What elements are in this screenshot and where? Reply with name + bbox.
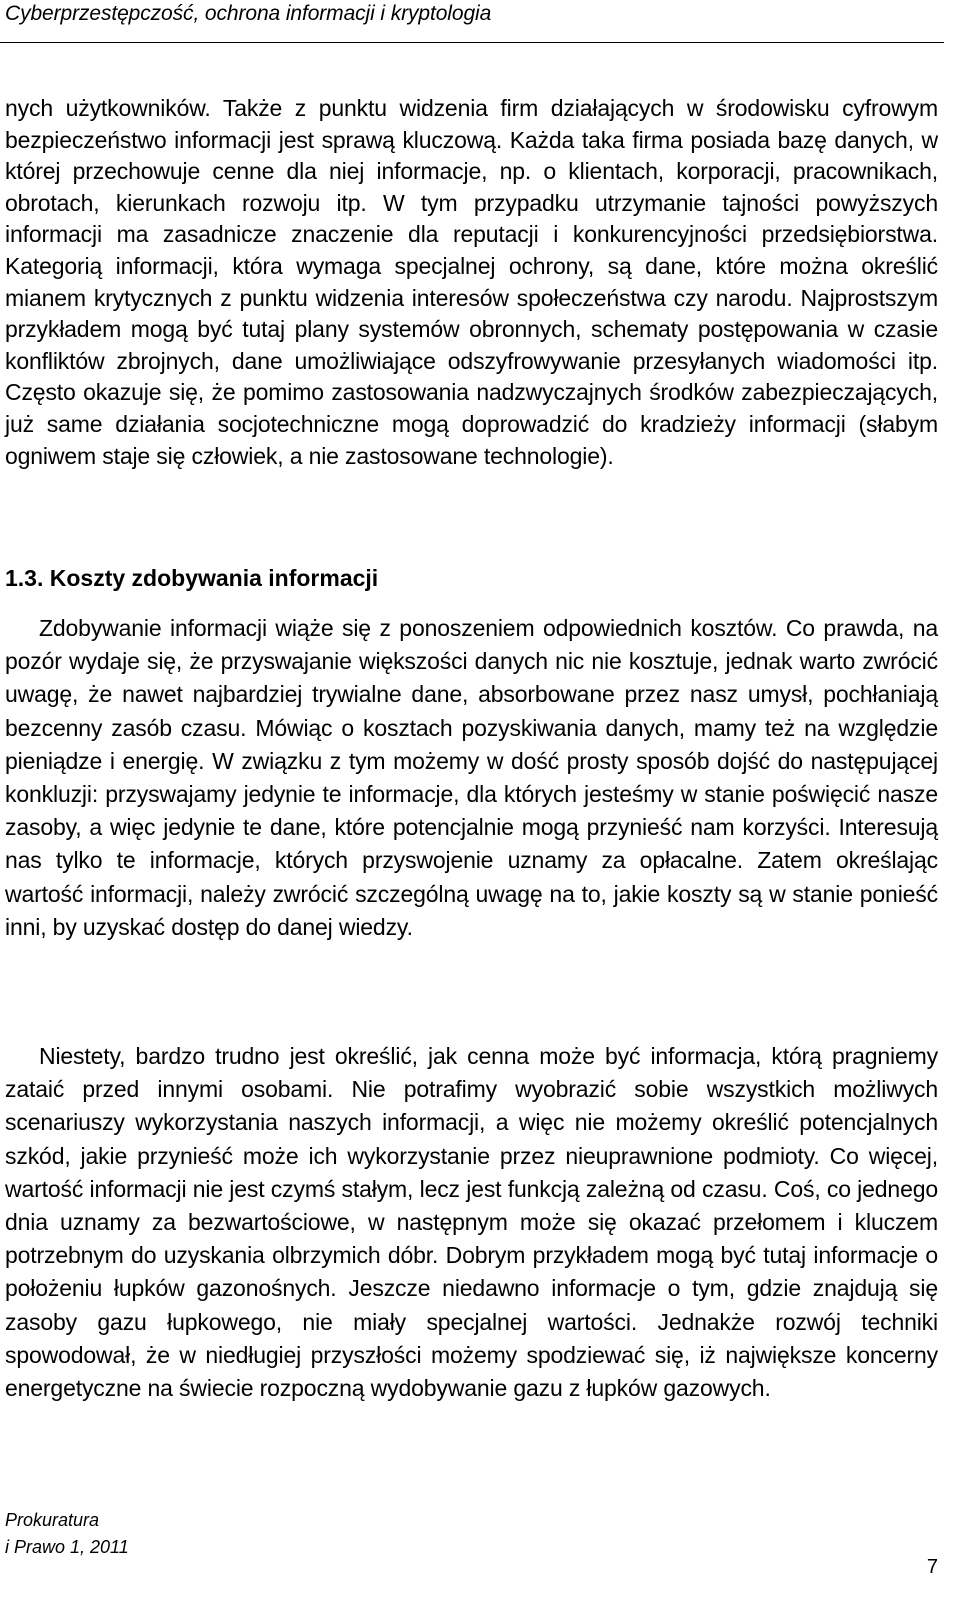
journal-name: Prokuratura: [5, 1510, 100, 1530]
journal-footer: [5, 1507, 129, 1561]
paragraph-1: nych użytkowników. Także z punktu widzenia firm działających w środowisku cyfrowym bezpieczeństwo informacji jest sprawą kluczową. Każda taka firma posiada bazę danych, w której przechowuje cenne dla niej informacje, np. o klientach, korporacji, pracownikach, obrotach, kierunkach rozwoju itp. W tym przypadku utrzymanie tajności powyższych informacji ma zasadnicze znaczenie dla reputacji i konkurencyjności przedsiębiorstwa. Kategorią informacji, która wymaga specjalnej ochrony, są dane, które można określić mianem krytycznych z punktu widzenia interesów społeczeństwa czy narodu. Najprostszym przykładem mogą być tutaj plany systemów obronnych, schematy postępowania w czasie konfliktów zbrojnych, dane umożliwiające odszyfrowywanie przesyłanych wiadomości itp. Często okazuje się, że pomimo zastosowania nadzwyczajnych środków zabezpieczających, już same działania socjotechniczne mogą doprowadzić do kradzieży informacji (słabym ogniwem staje się człowiek, a nie zastosowane technologie).: [5, 95, 938, 469]
paragraph-block-2: [5, 612, 938, 944]
running-title: Cyberprzestępczość, ochrona informacji i kryptologia: [5, 2, 492, 25]
paragraph-3: Niestety, bardzo trudno jest określić, jak cenna może być informacja, którą pragniemy zataić przed innymi osobami. Nie potrafimy wyobrazić sobie wszystkich możliwych scenariuszy wykorzystania naszych informacji, a więc nie możemy określić potencjalnych szkód, jakie przynieść może ich wykorzystanie przez nieuprawnione podmioty. Co więcej, wartość informacji nie jest czymś stałym, lecz jest funkcją zależną od czasu. Coś, co jednego dnia uznamy za bezwartościowe, w następnym może się okazać przełomem i kluczem potrzebnym do uzyskania olbrzymich dóbr. Dobrym przykładem mogą być tutaj informacje o położeniu łupków gazonośnych. Jeszcze niedawno informacje o tym, gdzie znajdują się zasoby gazu łupkowego, nie miały specjalnej wartości. Jednakże rozwój techniki spowodował, że w niedługiej przyszłości możemy spodziewać się, iż największe koncerny energetyczne na świecie rozpoczną wydobywanie gazu z łupków gazowych.: [5, 1043, 938, 1402]
paragraph-block-1: [5, 93, 938, 472]
page-number: 7: [926, 1556, 938, 1578]
running-header: [0, 0, 944, 43]
section-heading: 1.3. Koszty zdobywania informacji: [5, 565, 379, 591]
journal-issue: i Prawo 1, 2011: [5, 1537, 129, 1557]
paragraph-2: Zdobywanie informacji wiąże się z ponoszeniem odpowiednich kosztów. Co prawda, na pozór wydaje się, że przyswajanie większości danych nic nie kosztuje, jednak warto zwrócić uwagę, że nawet najbardziej trywialne dane, absorbowane przez nasz umysł, pochłaniają bezcenny zasób czasu. Mówiąc o kosztach pozyskiwania danych, mamy też na względzie pieniądze i energię. W związku z tym możemy w dość prosty sposób dojść do następującej konkluzji: przyswajamy jedynie te informacje, dla których jesteśmy w stanie poświęcić nasze zasoby, a więc jedynie te dane, które potencjalnie mogą przynieść nam korzyści. Interesują nas tylko te informacje, których przyswojenie uznamy za opłacalne. Zatem określając wartość informacji, należy zwrócić szczególną uwagę na to, jakie koszty są w stanie ponieść inni, by uzyskać dostęp do danej wiedzy.: [5, 615, 938, 940]
paragraph-block-3: [5, 1040, 938, 1405]
